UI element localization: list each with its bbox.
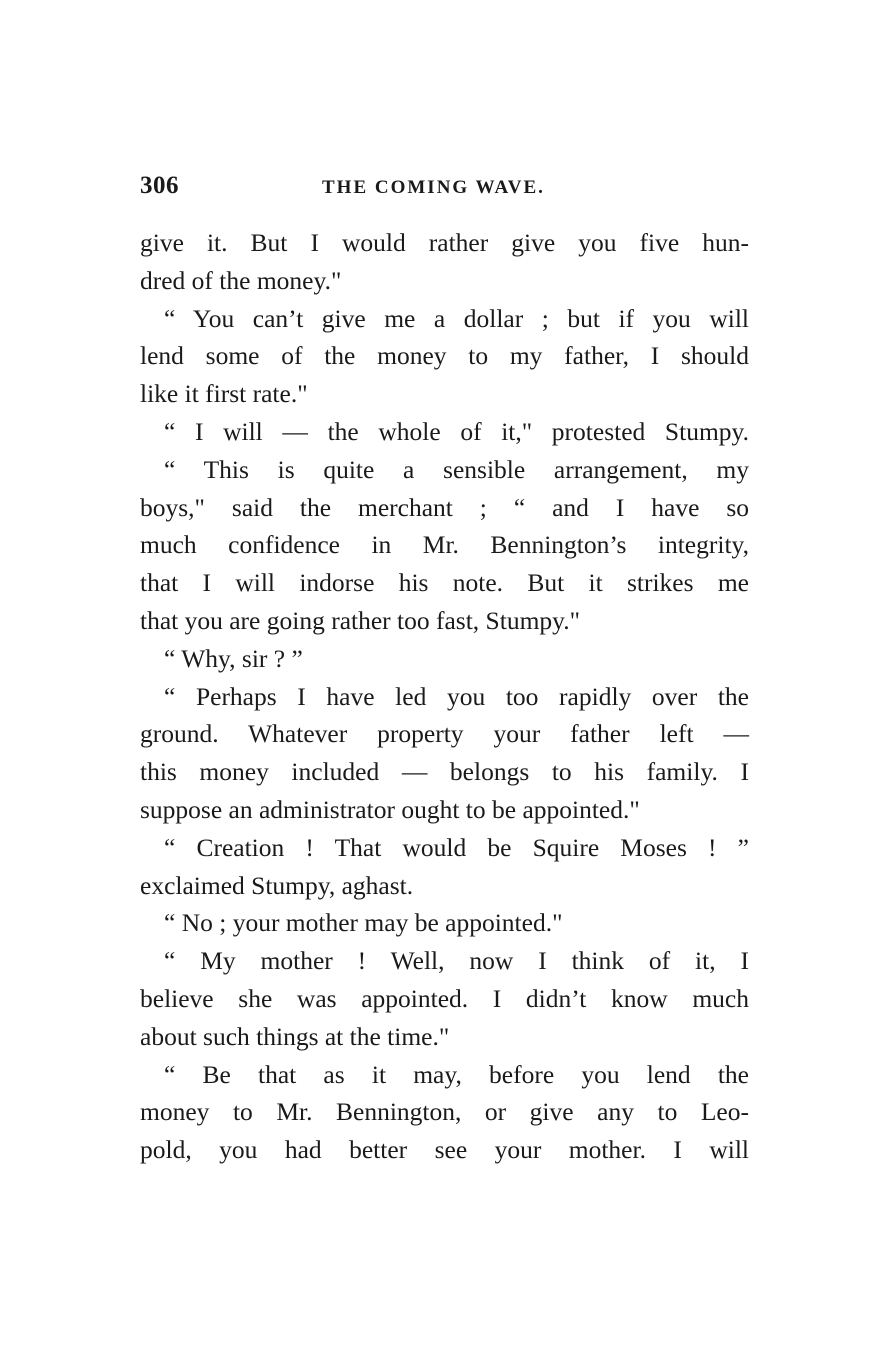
text-line: pold, you had better see your mother. I will	[140, 1135, 749, 1165]
text-line: “ Perhaps I have led you too rapidly over the	[164, 681, 749, 711]
text-line: that you are going rather too fast, Stumpy."	[140, 605, 581, 635]
text-line: that I will indorse his note. But it strikes me	[140, 568, 749, 598]
body-text	[140, 224, 749, 1169]
text-line: “ No ; your mother may be appointed."	[164, 908, 563, 938]
text-line: lend some of the money to my father, I should	[140, 341, 749, 371]
text-line: “ My mother ! Well, now I think of it, I	[164, 946, 749, 976]
text-line: “ This is quite a sensible arrangement, my	[164, 454, 749, 484]
text-line: “ Be that as it may, before you lend the	[164, 1059, 749, 1089]
text-line: “ I will — the whole of it," protested Stumpy.	[164, 416, 749, 446]
running-head	[140, 172, 749, 206]
text-line: “ You can’t give me a dollar ; but if you will	[164, 303, 749, 333]
text-line: like it first rate."	[140, 379, 308, 409]
text-line: suppose an administrator ought to be appointed."	[140, 794, 640, 824]
text-line: “ Creation ! That would be Squire Moses ! ”	[164, 832, 749, 862]
page-number: 306	[140, 172, 179, 199]
text-line: much confidence in Mr. Bennington’s integrity,	[140, 530, 749, 560]
text-line: exclaimed Stumpy, aghast.	[140, 870, 414, 900]
running-title: THE COMING WAVE.	[322, 177, 545, 198]
text-line: about such things at the time."	[140, 1021, 450, 1051]
text-line: give it. But I would rather give you five hun-	[140, 228, 749, 257]
text-line: “ Why, sir ? ”	[164, 643, 303, 673]
text-line: ground. Whatever property your father left —	[140, 719, 749, 749]
text-line: believe she was appointed. I didn’t know much	[140, 983, 749, 1013]
text-line: money to Mr. Bennington, or give any to Leo-	[140, 1097, 749, 1127]
text-line: boys," said the merchant ; “ and I have so	[140, 492, 749, 522]
text-line: this money included — belongs to his family. I	[140, 757, 749, 787]
text-line: dred of the money."	[140, 265, 342, 295]
